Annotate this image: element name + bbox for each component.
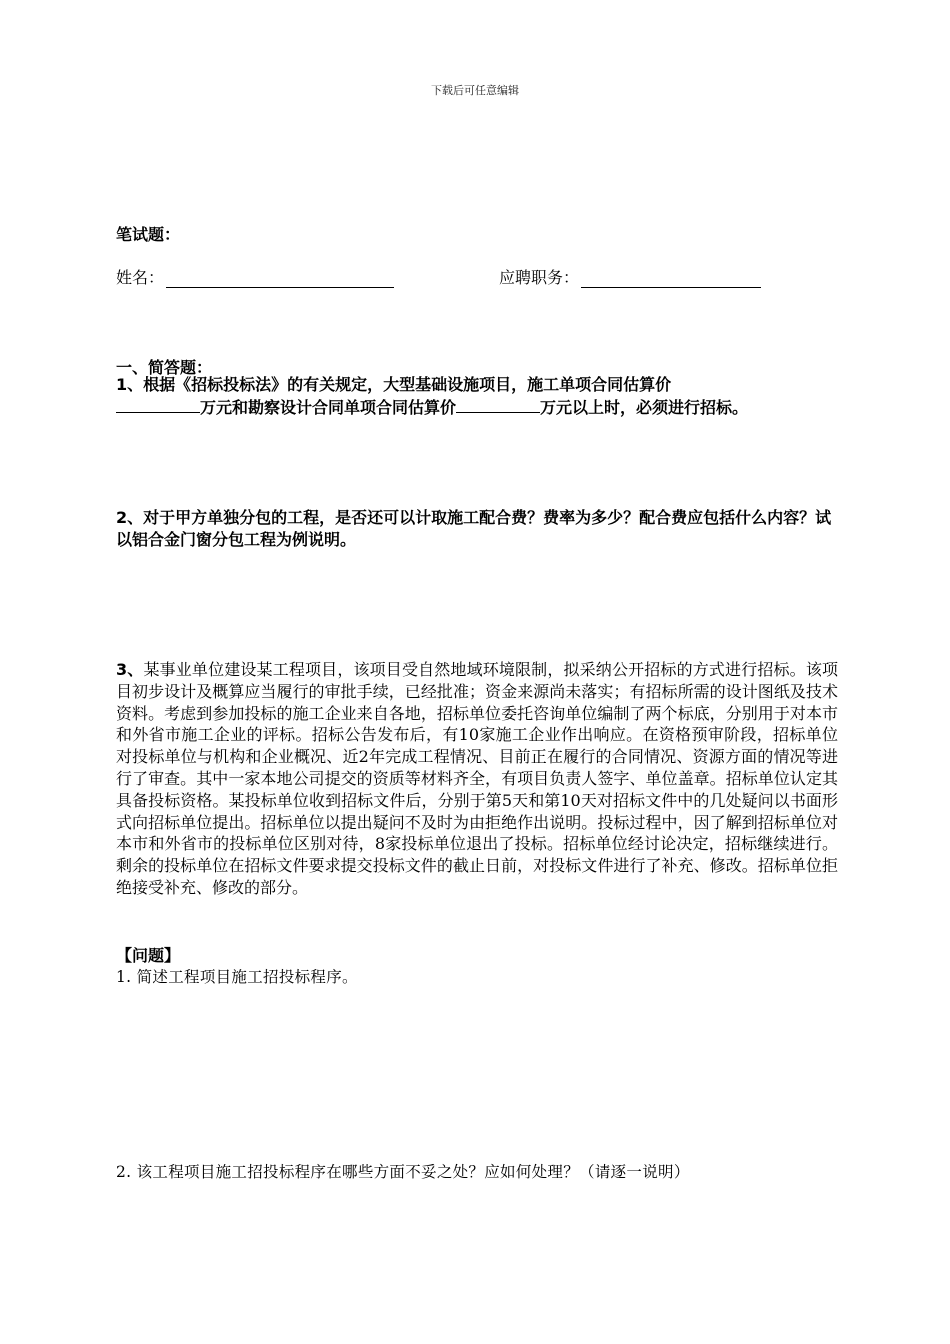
job-label: 应聘职务：: [499, 268, 580, 287]
name-label: 姓名：: [116, 268, 165, 287]
question-1-part2: 万元和勘察设计合同单项合同估算价: [200, 398, 457, 417]
question-3-number: 3、: [116, 660, 144, 679]
header-note: 下载后可任意编辑: [431, 84, 519, 97]
name-underline[interactable]: [166, 269, 394, 288]
sub-question-2: 2. 该工程项目施工招投标程序在哪些方面不妥之处？应如何处理？（请逐一说明）: [116, 1163, 690, 1181]
question-2: 2、对于甲方单独分包的工程，是否还可以计取施工配合费？费率为多少？配合费应包括什么内容？试以铝合金门窗分包工程为例说明。: [116, 508, 832, 549]
applicant-fields: [116, 265, 838, 291]
exam-title: 笔试题：: [116, 225, 181, 244]
answer-blank-2[interactable]: [456, 396, 540, 413]
question-1-part1: 1、根据《招标投标法》的有关规定，大型基础设施项目，施工单项合同估算价: [116, 375, 672, 394]
job-field[interactable]: [499, 265, 761, 288]
job-underline[interactable]: [581, 269, 761, 288]
question-1-part3: 万元以上时，必须进行招标。: [540, 398, 749, 417]
sub-question-1: 1. 简述工程项目施工招投标程序。: [116, 968, 358, 986]
name-field[interactable]: [116, 265, 394, 288]
question-3-body: 某事业单位建设某工程项目，该项目受自然地域环境限制，拟采纳公开招标的方式进行招标。该项目初步设计及概算应当履行的审批手续，已经批准；资金来源尚未落实；有招标所需的设计图纸及技术资料。考虑到参加投标的施工企业来自各地，招标单位委托咨询单位编制了两个标底，分别用于对本市和外省市施工企业的评标。招标公告发布后，有10家施工企业作出响应。在资格预审阶段，招标单位对投标单位与机构和企业概况、近2年完成工程情况、目前正在履行的合同情况、资源方面的情况等进行了审查。其中一家本地公司提交的资质等材料齐全，有项目负责人签字、单位盖章。招标单位认定其具备投标资格。某投标单位收到招标文件后，分别于第5天和第10天对招标文件中的几处疑问以书面形式向招标单位提出。招标单位以提出疑问不及时为由拒绝作出说明。投标过程中，因了解到招标单位对本市和外省市的投标单位区别对待，8家投标单位退出了投标。招标单位经讨论决定，招标继续进行。剩余的投标单位在招标文件要求提交投标文件的截止日前，对投标文件进行了补充、修改。招标单位拒绝接受补充、修改的部分。: [116, 660, 838, 897]
section-heading: 一、简答题：: [116, 358, 213, 377]
problem-label: 【问题】: [116, 946, 181, 965]
question-3: [116, 659, 838, 899]
question-1: [116, 374, 838, 419]
answer-blank-1[interactable]: [116, 396, 200, 413]
